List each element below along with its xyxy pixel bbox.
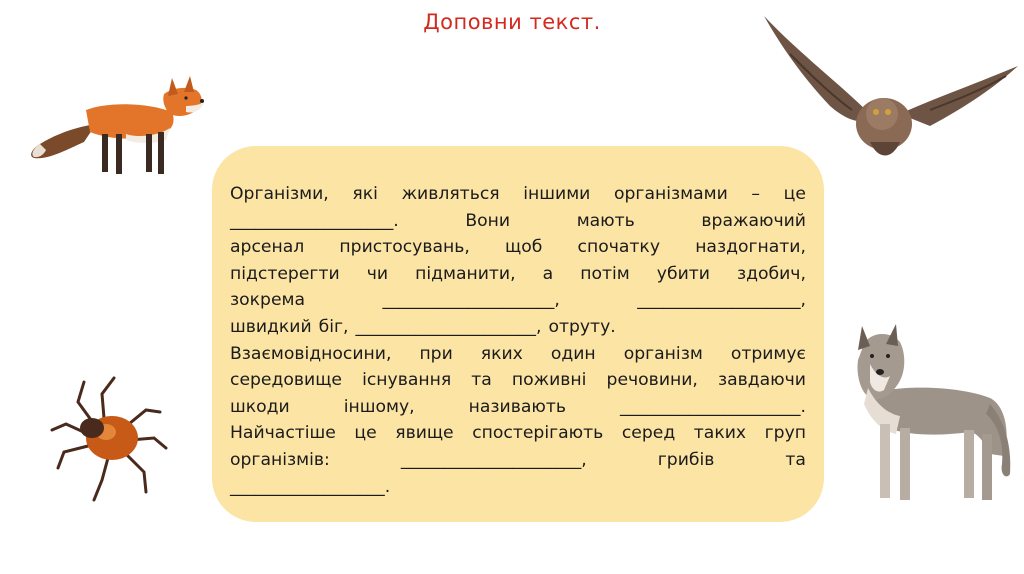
text-line: [230, 314, 806, 341]
blank-field: _____________________,: [355, 316, 542, 337]
fox-illustration: [26, 72, 208, 180]
text-line: [230, 287, 806, 314]
word: отримує: [730, 343, 806, 364]
word: біг,: [318, 316, 349, 337]
word: щоб: [505, 237, 543, 258]
word: середовище: [230, 370, 342, 391]
word: убити: [656, 263, 710, 284]
text-line: [230, 208, 806, 235]
word: а: [542, 263, 554, 284]
word: речовини,: [606, 370, 698, 391]
text-line: [230, 394, 806, 421]
blank-field: _____________________.: [620, 396, 806, 417]
word: здобич,: [736, 263, 806, 284]
word: живляться: [401, 184, 500, 204]
word: організмами: [613, 184, 728, 204]
word: підстерегти: [230, 263, 340, 284]
word: зокрема: [230, 290, 306, 311]
word: таких: [693, 423, 747, 444]
word: потім: [580, 263, 630, 284]
word: отруту.: [548, 316, 616, 337]
wolf-illustration: [840, 324, 1016, 506]
word: –: [751, 184, 761, 204]
word: один: [550, 343, 596, 364]
word: існування: [362, 370, 452, 391]
text-line: [230, 341, 806, 368]
owl-illustration: [760, 14, 1022, 164]
text-line: [230, 420, 806, 447]
word: які: [352, 184, 378, 204]
slide-title: Доповни текст.: [423, 10, 601, 34]
blank-field: __________________.: [230, 476, 391, 497]
blank-field: _____________________,: [400, 449, 587, 470]
blank-field: ____________________,: [382, 290, 560, 311]
word: Організми,: [230, 184, 329, 204]
word: чи: [366, 263, 389, 284]
tick-illustration: [48, 372, 170, 504]
word: та: [471, 370, 492, 391]
word: завдаючи: [717, 370, 806, 391]
word: явище: [395, 423, 454, 444]
word: називають: [468, 396, 566, 417]
word: грибів: [657, 449, 715, 470]
word: наздогнати,: [695, 237, 806, 258]
text-line: [230, 474, 806, 501]
text-line: [230, 367, 806, 394]
word: організмів:: [230, 449, 330, 470]
text-line: [230, 447, 806, 474]
fill-in-text: [230, 181, 806, 500]
word: поживні: [511, 370, 587, 391]
word: арсенал: [230, 237, 305, 258]
word: шкоди: [230, 396, 290, 417]
word: Вони: [465, 210, 511, 231]
word: Взаємовідносини,: [230, 343, 392, 364]
word: іншими: [523, 184, 591, 204]
word: підманити,: [415, 263, 516, 284]
word: серед: [621, 423, 676, 444]
word: вражаючий: [701, 210, 806, 231]
word: Найчастіше: [230, 423, 336, 444]
word: пристосувань,: [339, 237, 470, 258]
word: це: [783, 184, 806, 204]
word: швидкий: [230, 316, 312, 337]
word: іншому,: [343, 396, 415, 417]
word: при: [419, 343, 453, 364]
word: це: [354, 423, 377, 444]
blank-field: ___________________,: [637, 290, 806, 311]
text-line: [230, 261, 806, 288]
text-line: [230, 234, 806, 261]
blank-field: ___________________.: [230, 210, 399, 231]
word: груп: [764, 423, 806, 444]
word: та: [785, 449, 806, 470]
text-line: [230, 181, 806, 208]
word: спостерігають: [472, 423, 604, 444]
word: яких: [480, 343, 523, 364]
word: організм: [623, 343, 703, 364]
word: спочатку: [577, 237, 660, 258]
word: мають: [576, 210, 635, 231]
